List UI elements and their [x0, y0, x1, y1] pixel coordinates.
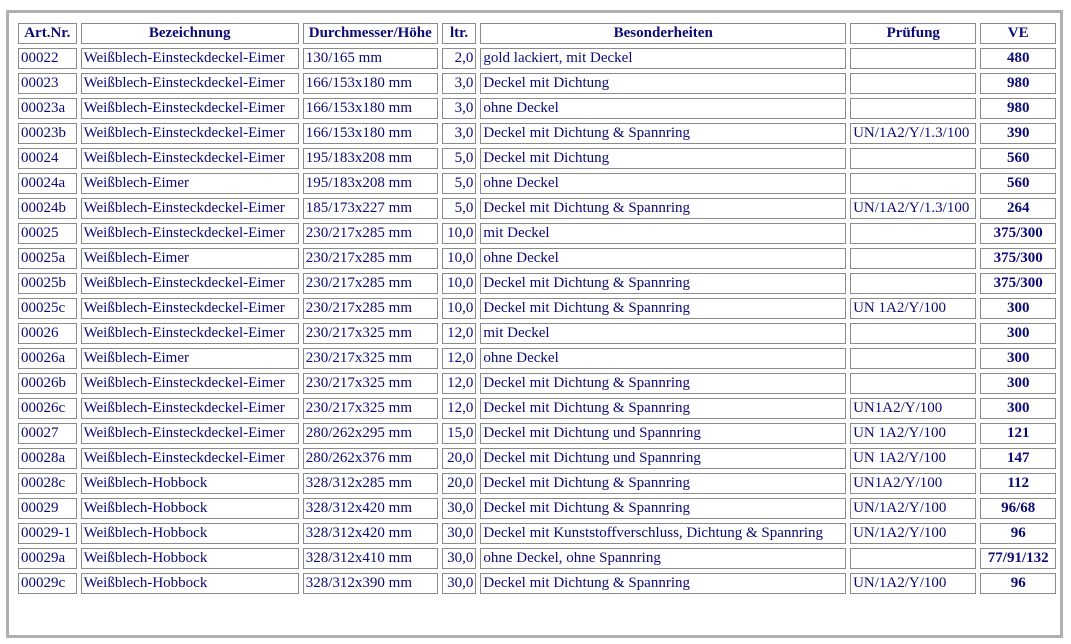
cell-bezeichnung: Weißblech-Einsteckdeckel-Eimer	[81, 373, 299, 394]
cell-art-nr: 00026a	[18, 348, 77, 369]
cell-besonderheiten: Deckel mit Dichtung & Spannring	[480, 398, 846, 419]
header-bezeichnung: Bezeichnung	[81, 23, 299, 44]
cell-bezeichnung: Weißblech-Einsteckdeckel-Eimer	[81, 223, 299, 244]
cell-liter: 3,0	[442, 98, 477, 119]
cell-durchmesser-hoehe: 280/262x295 mm	[303, 423, 438, 444]
cell-ve: 390	[980, 123, 1056, 144]
table-row	[18, 398, 1056, 419]
cell-durchmesser-hoehe: 328/312x410 mm	[303, 548, 438, 569]
header-besonderheiten: Besonderheiten	[480, 23, 846, 44]
cell-ve: 300	[980, 348, 1056, 369]
cell-besonderheiten: mit Deckel	[480, 323, 846, 344]
cell-bezeichnung: Weißblech-Einsteckdeckel-Eimer	[81, 198, 299, 219]
cell-liter: 5,0	[442, 148, 477, 169]
cell-liter: 5,0	[442, 173, 477, 194]
cell-bezeichnung: Weißblech-Hobbock	[81, 523, 299, 544]
cell-liter: 30,0	[442, 498, 477, 519]
table-row	[18, 223, 1056, 244]
cell-bezeichnung: Weißblech-Hobbock	[81, 473, 299, 494]
cell-art-nr: 00024	[18, 148, 77, 169]
cell-bezeichnung: Weißblech-Hobbock	[81, 498, 299, 519]
cell-durchmesser-hoehe: 230/217x285 mm	[303, 223, 438, 244]
cell-besonderheiten: Deckel mit Dichtung & Spannring	[480, 123, 846, 144]
cell-besonderheiten: Deckel mit Dichtung & Spannring	[480, 298, 846, 319]
table-row	[18, 173, 1056, 194]
cell-ve: 300	[980, 398, 1056, 419]
header-durchmesser-hoehe: Durchmesser/Höhe	[303, 23, 438, 44]
cell-bezeichnung: Weißblech-Einsteckdeckel-Eimer	[81, 148, 299, 169]
cell-besonderheiten: Deckel mit Dichtung & Spannring	[480, 273, 846, 294]
cell-art-nr: 00026c	[18, 398, 77, 419]
cell-besonderheiten: Deckel mit Dichtung & Spannring	[480, 473, 846, 494]
cell-liter: 15,0	[442, 423, 477, 444]
cell-pruefung	[850, 73, 976, 94]
cell-art-nr: 00024a	[18, 173, 77, 194]
cell-pruefung	[850, 548, 976, 569]
cell-bezeichnung: Weißblech-Eimer	[81, 348, 299, 369]
cell-pruefung	[850, 223, 976, 244]
cell-liter: 12,0	[442, 398, 477, 419]
cell-ve: 560	[980, 173, 1056, 194]
cell-art-nr: 00028a	[18, 448, 77, 469]
cell-ve: 112	[980, 473, 1056, 494]
cell-durchmesser-hoehe: 328/312x420 mm	[303, 498, 438, 519]
cell-durchmesser-hoehe: 166/153x180 mm	[303, 98, 438, 119]
cell-pruefung: UN/1A2/Y/100	[850, 573, 976, 594]
cell-durchmesser-hoehe: 230/217x285 mm	[303, 273, 438, 294]
product-table-frame	[6, 10, 1063, 638]
cell-bezeichnung: Weißblech-Einsteckdeckel-Eimer	[81, 448, 299, 469]
cell-liter: 10,0	[442, 273, 477, 294]
table-row	[18, 348, 1056, 369]
cell-ve: 560	[980, 148, 1056, 169]
cell-durchmesser-hoehe: 166/153x180 mm	[303, 73, 438, 94]
cell-durchmesser-hoehe: 230/217x325 mm	[303, 398, 438, 419]
cell-art-nr: 00026	[18, 323, 77, 344]
cell-art-nr: 00029c	[18, 573, 77, 594]
header-liter: ltr.	[442, 23, 477, 44]
cell-besonderheiten: Deckel mit Dichtung & Spannring	[480, 373, 846, 394]
header-art-nr: Art.Nr.	[18, 23, 77, 44]
table-row	[18, 423, 1056, 444]
cell-liter: 2,0	[442, 48, 477, 69]
cell-pruefung: UN 1A2/Y/100	[850, 448, 976, 469]
cell-besonderheiten: ohne Deckel, ohne Spannring	[480, 548, 846, 569]
cell-durchmesser-hoehe: 195/183x208 mm	[303, 148, 438, 169]
table-row	[18, 298, 1056, 319]
cell-liter: 10,0	[442, 223, 477, 244]
cell-bezeichnung: Weißblech-Hobbock	[81, 548, 299, 569]
cell-durchmesser-hoehe: 230/217x285 mm	[303, 298, 438, 319]
table-row	[18, 73, 1056, 94]
cell-durchmesser-hoehe: 230/217x285 mm	[303, 248, 438, 269]
header-pruefung: Prüfung	[850, 23, 976, 44]
cell-besonderheiten: ohne Deckel	[480, 173, 846, 194]
cell-art-nr: 00027	[18, 423, 77, 444]
table-row	[18, 573, 1056, 594]
cell-besonderheiten: Deckel mit Dichtung und Spannring	[480, 448, 846, 469]
table-row	[18, 323, 1056, 344]
cell-ve: 480	[980, 48, 1056, 69]
cell-ve: 980	[980, 98, 1056, 119]
table-row	[18, 498, 1056, 519]
cell-ve: 375/300	[980, 273, 1056, 294]
cell-ve: 300	[980, 373, 1056, 394]
cell-bezeichnung: Weißblech-Einsteckdeckel-Eimer	[81, 298, 299, 319]
cell-ve: 96	[980, 573, 1056, 594]
cell-art-nr: 00025a	[18, 248, 77, 269]
cell-ve: 375/300	[980, 248, 1056, 269]
cell-bezeichnung: Weißblech-Einsteckdeckel-Eimer	[81, 273, 299, 294]
table-row	[18, 523, 1056, 544]
cell-besonderheiten: Deckel mit Dichtung & Spannring	[480, 573, 846, 594]
cell-bezeichnung: Weißblech-Einsteckdeckel-Eimer	[81, 98, 299, 119]
cell-ve: 77/91/132	[980, 548, 1056, 569]
cell-art-nr: 00022	[18, 48, 77, 69]
table-row	[18, 148, 1056, 169]
table-row	[18, 48, 1056, 69]
cell-pruefung	[850, 323, 976, 344]
cell-pruefung	[850, 148, 976, 169]
cell-liter: 5,0	[442, 198, 477, 219]
cell-besonderheiten: ohne Deckel	[480, 98, 846, 119]
cell-bezeichnung: Weißblech-Einsteckdeckel-Eimer	[81, 323, 299, 344]
cell-pruefung	[850, 173, 976, 194]
cell-liter: 12,0	[442, 373, 477, 394]
table-row	[18, 273, 1056, 294]
cell-bezeichnung: Weißblech-Einsteckdeckel-Eimer	[81, 73, 299, 94]
cell-durchmesser-hoehe: 328/312x285 mm	[303, 473, 438, 494]
cell-durchmesser-hoehe: 280/262x376 mm	[303, 448, 438, 469]
cell-besonderheiten: Deckel mit Dichtung & Spannring	[480, 198, 846, 219]
cell-ve: 300	[980, 323, 1056, 344]
cell-pruefung: UN/1A2/Y/100	[850, 498, 976, 519]
cell-pruefung: UN/1A2/Y/1.3/100	[850, 198, 976, 219]
table-body	[18, 48, 1056, 594]
cell-art-nr: 00023a	[18, 98, 77, 119]
cell-art-nr: 00025b	[18, 273, 77, 294]
cell-art-nr: 00028c	[18, 473, 77, 494]
cell-durchmesser-hoehe: 195/183x208 mm	[303, 173, 438, 194]
product-table	[14, 19, 1060, 598]
cell-liter: 30,0	[442, 548, 477, 569]
cell-liter: 3,0	[442, 73, 477, 94]
cell-bezeichnung: Weißblech-Eimer	[81, 173, 299, 194]
cell-art-nr: 00024b	[18, 198, 77, 219]
cell-pruefung: UN1A2/Y/100	[850, 473, 976, 494]
cell-besonderheiten: Deckel mit Dichtung	[480, 148, 846, 169]
table-row	[18, 123, 1056, 144]
cell-durchmesser-hoehe: 230/217x325 mm	[303, 323, 438, 344]
cell-besonderheiten: gold lackiert, mit Deckel	[480, 48, 846, 69]
cell-durchmesser-hoehe: 166/153x180 mm	[303, 123, 438, 144]
cell-besonderheiten: Deckel mit Kunststoffverschluss, Dichtung & Spannring	[480, 523, 846, 544]
cell-art-nr: 00025	[18, 223, 77, 244]
cell-art-nr: 00029	[18, 498, 77, 519]
cell-pruefung	[850, 273, 976, 294]
cell-durchmesser-hoehe: 328/312x390 mm	[303, 573, 438, 594]
cell-art-nr: 00023	[18, 73, 77, 94]
cell-durchmesser-hoehe: 230/217x325 mm	[303, 373, 438, 394]
cell-pruefung	[850, 98, 976, 119]
table-row	[18, 373, 1056, 394]
cell-pruefung: UN/1A2/Y/1.3/100	[850, 123, 976, 144]
cell-art-nr: 00023b	[18, 123, 77, 144]
cell-durchmesser-hoehe: 130/165 mm	[303, 48, 438, 69]
header-ve: VE	[980, 23, 1056, 44]
cell-liter: 30,0	[442, 573, 477, 594]
cell-besonderheiten: ohne Deckel	[480, 348, 846, 369]
cell-ve: 264	[980, 198, 1056, 219]
table-row	[18, 248, 1056, 269]
cell-liter: 10,0	[442, 298, 477, 319]
cell-pruefung	[850, 373, 976, 394]
cell-besonderheiten: Deckel mit Dichtung	[480, 73, 846, 94]
cell-ve: 147	[980, 448, 1056, 469]
cell-ve: 980	[980, 73, 1056, 94]
cell-durchmesser-hoehe: 328/312x420 mm	[303, 523, 438, 544]
cell-besonderheiten: Deckel mit Dichtung und Spannring	[480, 423, 846, 444]
cell-bezeichnung: Weißblech-Eimer	[81, 248, 299, 269]
table-row	[18, 548, 1056, 569]
cell-besonderheiten: Deckel mit Dichtung & Spannring	[480, 498, 846, 519]
cell-durchmesser-hoehe: 230/217x325 mm	[303, 348, 438, 369]
table-row	[18, 473, 1056, 494]
cell-ve: 375/300	[980, 223, 1056, 244]
cell-besonderheiten: ohne Deckel	[480, 248, 846, 269]
cell-bezeichnung: Weißblech-Einsteckdeckel-Eimer	[81, 398, 299, 419]
cell-pruefung: UN 1A2/Y/100	[850, 423, 976, 444]
cell-liter: 30,0	[442, 523, 477, 544]
cell-bezeichnung: Weißblech-Hobbock	[81, 573, 299, 594]
cell-besonderheiten: mit Deckel	[480, 223, 846, 244]
cell-bezeichnung: Weißblech-Einsteckdeckel-Eimer	[81, 48, 299, 69]
table-row	[18, 198, 1056, 219]
cell-pruefung	[850, 48, 976, 69]
cell-liter: 3,0	[442, 123, 477, 144]
cell-liter: 12,0	[442, 323, 477, 344]
cell-pruefung	[850, 248, 976, 269]
cell-ve: 121	[980, 423, 1056, 444]
cell-bezeichnung: Weißblech-Einsteckdeckel-Eimer	[81, 423, 299, 444]
cell-art-nr: 00026b	[18, 373, 77, 394]
cell-liter: 20,0	[442, 448, 477, 469]
cell-liter: 12,0	[442, 348, 477, 369]
cell-bezeichnung: Weißblech-Einsteckdeckel-Eimer	[81, 123, 299, 144]
cell-art-nr: 00029-1	[18, 523, 77, 544]
cell-art-nr: 00025c	[18, 298, 77, 319]
table-row	[18, 448, 1056, 469]
cell-ve: 96/68	[980, 498, 1056, 519]
table-row	[18, 98, 1056, 119]
cell-ve: 300	[980, 298, 1056, 319]
cell-durchmesser-hoehe: 185/173x227 mm	[303, 198, 438, 219]
cell-ve: 96	[980, 523, 1056, 544]
table-header-row	[18, 23, 1056, 44]
cell-pruefung: UN1A2/Y/100	[850, 398, 976, 419]
cell-liter: 20,0	[442, 473, 477, 494]
cell-pruefung	[850, 348, 976, 369]
cell-art-nr: 00029a	[18, 548, 77, 569]
cell-liter: 10,0	[442, 248, 477, 269]
cell-pruefung: UN 1A2/Y/100	[850, 298, 976, 319]
cell-pruefung: UN/1A2/Y/100	[850, 523, 976, 544]
